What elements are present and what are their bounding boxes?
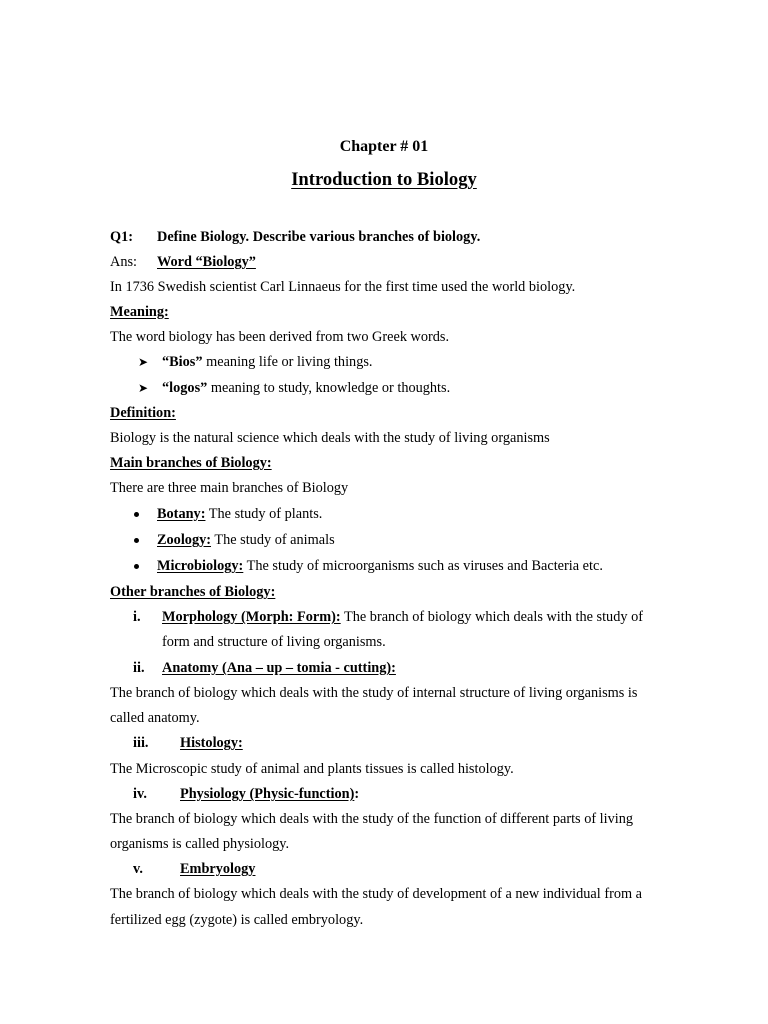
arrow-bullet-icon: ➤ (138, 355, 149, 369)
other-branches-heading: Other branches of Biology: (110, 584, 276, 600)
branch-term: Zoology: (157, 532, 212, 548)
branch-description: The study of animals (211, 532, 335, 548)
branch-term: Botany: (157, 506, 206, 522)
greek-term-meaning: meaning to study, knowledge or thoughts. (207, 380, 451, 396)
list-item (162, 353, 372, 371)
answer-heading: Word “Biology” (157, 254, 256, 270)
definition-text: Biology is the natural science which deals with the study of living organisms (110, 430, 550, 446)
list-item (157, 505, 322, 523)
list-item (180, 785, 359, 803)
branch-term: Physiology (Physic-function) (180, 786, 355, 802)
answer-label: Ans: (110, 254, 138, 270)
bullet-icon (134, 564, 139, 569)
list-number: i. (133, 609, 141, 625)
greek-term: “Bios” (162, 354, 203, 370)
branch-description: The Microscopic study of animal and plants tissues is called histology. (110, 761, 514, 777)
branch-description-continued: form and structure of living organisms. (162, 634, 386, 650)
branch-term: Embryology (180, 861, 256, 877)
branch-description: The study of plants. (205, 506, 323, 522)
branch-description: The branch of biology which deals with the study of internal structure of living organisms is (110, 685, 638, 701)
branch-description: The branch of biology which deals with the study of the function of different parts of living (110, 811, 634, 827)
chapter-number: Chapter # 01 (339, 138, 429, 155)
question-text: Define Biology. Describe various branches of biology. (157, 229, 481, 245)
list-number: iii. (133, 735, 149, 751)
branch-term: Microbiology: (157, 558, 244, 574)
meaning-text: The word biology has been derived from two Greek words. (110, 329, 450, 345)
branch-term: Morphology (Morph: Form): (162, 609, 341, 625)
history-text: In 1736 Swedish scientist Carl Linnaeus for the first time used the world biology. (110, 279, 576, 295)
bullet-icon (134, 538, 139, 543)
list-item (162, 608, 643, 626)
definition-heading: Definition: (110, 405, 176, 421)
branch-description: The study of microorganisms such as viruses and Bacteria etc. (243, 558, 603, 574)
list-item (162, 379, 450, 397)
branch-term: Anatomy (Ana – up – tomia - cutting): (162, 660, 396, 676)
list-number: iv. (133, 786, 147, 802)
branch-term-suffix: : (354, 786, 360, 802)
greek-term: “logos” (162, 380, 208, 396)
list-item (157, 531, 335, 549)
list-number: ii. (133, 660, 145, 676)
meaning-heading: Meaning: (110, 304, 169, 320)
list-number: v. (133, 861, 143, 877)
branch-term: Histology: (180, 735, 243, 751)
branch-description-continued: called anatomy. (110, 710, 200, 726)
branch-description-continued: organisms is called physiology. (110, 836, 290, 852)
bullet-icon (134, 512, 139, 517)
main-branches-intro: There are three main branches of Biology (110, 480, 349, 496)
page-title: Introduction to Biology (291, 169, 477, 190)
list-item (157, 557, 603, 575)
arrow-bullet-icon: ➤ (138, 381, 149, 395)
branch-description: The branch of biology which deals with the study of development of a new individual from a (110, 886, 643, 902)
branch-description: The branch of biology which deals with the study of (340, 609, 643, 625)
branch-description-continued: fertilized egg (zygote) is called embryology. (110, 912, 364, 928)
greek-term-meaning: meaning life or living things. (202, 354, 373, 370)
main-branches-heading: Main branches of Biology: (110, 455, 272, 471)
question-label: Q1: (110, 229, 134, 245)
